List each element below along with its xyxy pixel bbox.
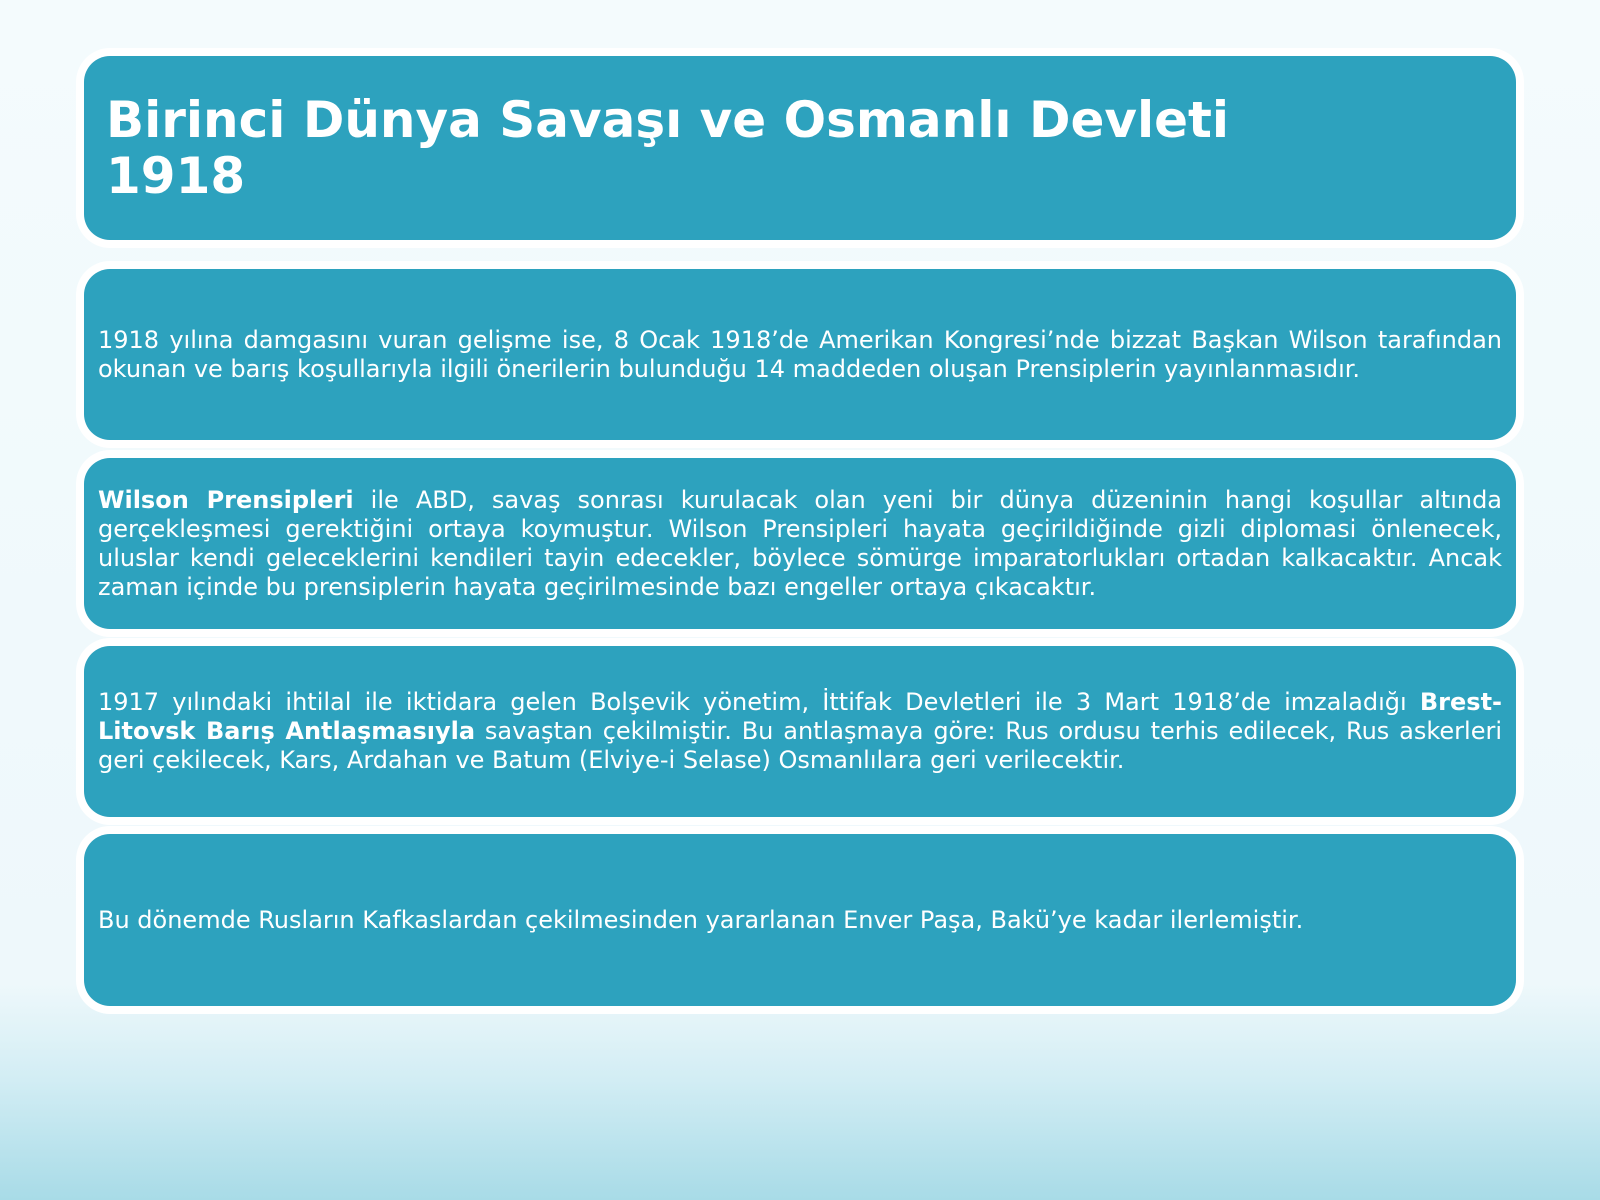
- text-block-2-text: ile ABD, savaş sonrası kurulacak olan yeni bir dünya düzeninin hangi koşullar altında gerçekleşmesi gerektiğini ortaya koymuştur. Wilson Prensipleri hayata geçirildiğinde gizli diplomasi önlenecek, uluslar kendi geleceklerini kendileri tayin edecekler, böylece sömürge imparatorlukları ortadan kalkacaktır. Ancak zaman içinde bu prensiplerin hayata geçirilmesinde bazı engeller ortaya çıkacaktır.: [98, 485, 1503, 601]
- text-block-4-paragraph: [98, 906, 1502, 935]
- text-block-4-text: Bu dönemde Rusların Kafkaslardan çekilmesinden yararlanan Enver Paşa, Bakü’ye kadar ilerlemiştir.: [98, 905, 1304, 934]
- text-block-1: [84, 269, 1516, 440]
- text-block-2-paragraph: [98, 486, 1502, 602]
- text-block-3-text-after: savaştan çekilmiştir. Bu antlaşmaya göre: Rus ordusu terhis edilecek, Rus askerleri geri çekilecek, Kars, Ardahan ve Batum (Elviye-i Selase) Osmanlılara geri verilecektir.: [98, 717, 1503, 774]
- slide-title: Birinci Dünya Savaşı ve Osmanlı Devleti 1918: [106, 91, 1230, 205]
- text-block-3-paragraph: [98, 688, 1502, 775]
- text-block-3-text-before: 1917 yılındaki ihtilal ile iktidara gelen Bolşevik yönetim, İttifak Devletleri ile 3 Mart 1918’de imzaladığı: [98, 688, 1420, 716]
- text-block-2: [84, 458, 1516, 629]
- text-block-2-bold: Wilson Prensipleri: [98, 485, 354, 514]
- text-block-1-text: 1918 yılına damgasını vuran gelişme ise, 8 Ocak 1918’de Amerikan Kongresi’nde bizzat Başkan Wilson tarafından okunan ve barış koşullarıyla ilgili önerilerin bulunduğu 14 maddeden oluşan Prensiplerin yayınlanmasıdır.: [98, 325, 1502, 383]
- title-box: [84, 56, 1516, 240]
- text-block-4: [84, 834, 1516, 1006]
- text-block-3: [84, 646, 1516, 817]
- text-block-3-bold: Brest-Litovsk Barış Antlaşmasıyla: [98, 688, 1502, 745]
- text-block-1-paragraph: [98, 326, 1502, 384]
